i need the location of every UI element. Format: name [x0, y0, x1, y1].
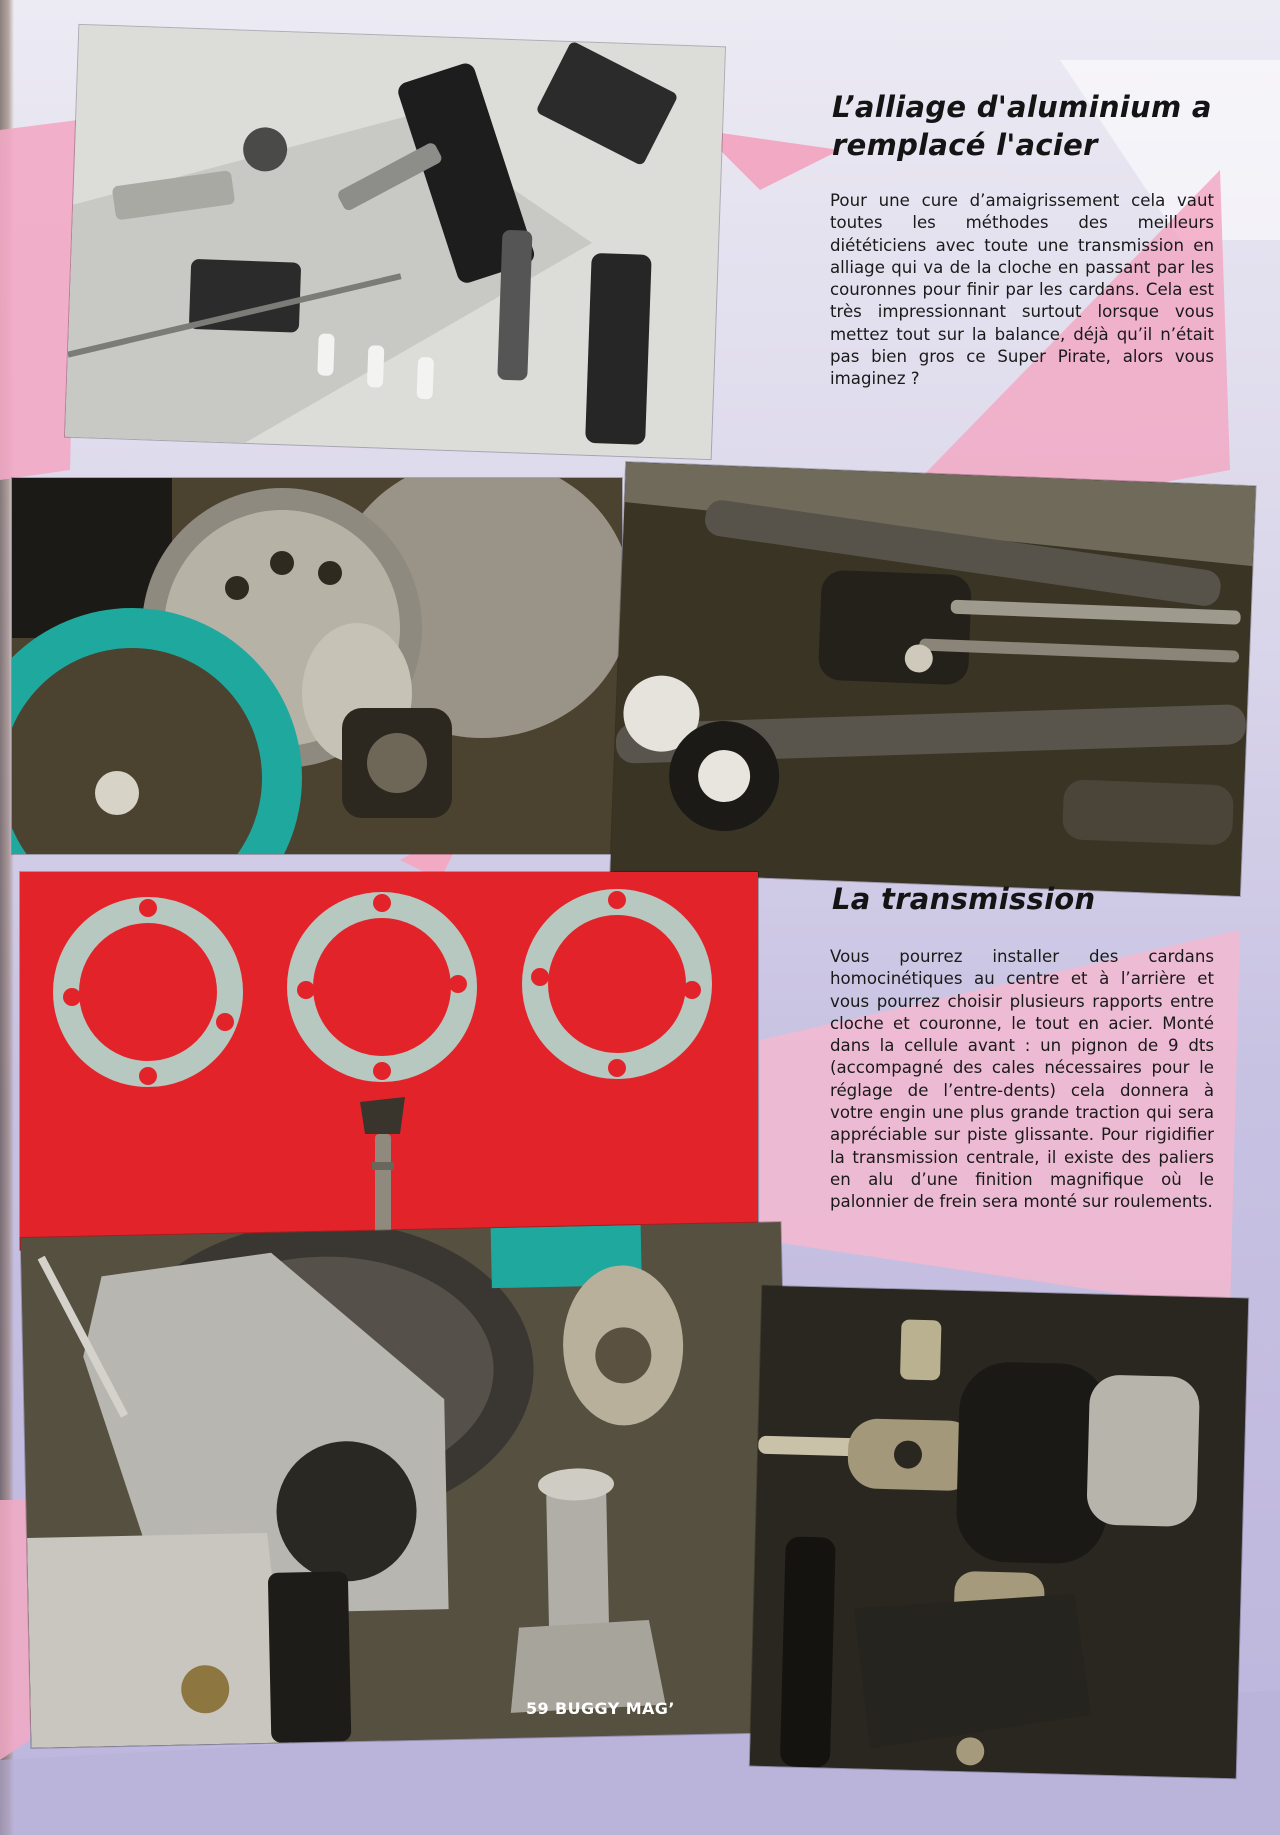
article-heading-transmission: La transmission [832, 882, 1096, 916]
photo-diff-shims-and-pinion [20, 872, 758, 1250]
article-body-aluminium: Pour une cure d’amaigrissement cela vaut toutes les méthodes des meilleurs diététiciens avec toute une transmission en alliage qui va de la cloche en passant par les couronnes pour finir par les cardans. Cela est très impressionnant surtout lorsque vous mettez tout sur la balance, déjà qu’il n’était pas bien gros ce Super Pirate, alors vous imaginez ? [830, 191, 1214, 389]
photo-rear-cardan [610, 462, 1255, 896]
article-body-transmission: Vous pourrez installer des cardans homocinétiques au centre et à l’arrière et vous pourrez choisir plusieurs rapports entre cloche et couronne, le tout en acier. Monté dans la cellule avant : un pignon de 9 dts (accompagné des cales nécessaires pour le réglage de l’entre-dents) cela donnera à votre engin une plus grande traction qui sera appréciable sur piste glissante. Pour rigidifier la transmission centrale, il existe des paliers en alu d’une finition magnifique où le palonnier de frein sera monté sur roulements. [830, 947, 1214, 1212]
photo-chassis-front-suspension [65, 25, 725, 459]
photo-brake-disc-bearing [21, 1222, 792, 1748]
photo-spur-gears [12, 478, 622, 854]
page-number-footer: 59 BUGGY MAG’ [526, 1699, 675, 1718]
photo-universal-joint [750, 1286, 1248, 1779]
article-heading-aluminium: L’alliage d'aluminium a remplacé l'acier [832, 90, 1212, 162]
